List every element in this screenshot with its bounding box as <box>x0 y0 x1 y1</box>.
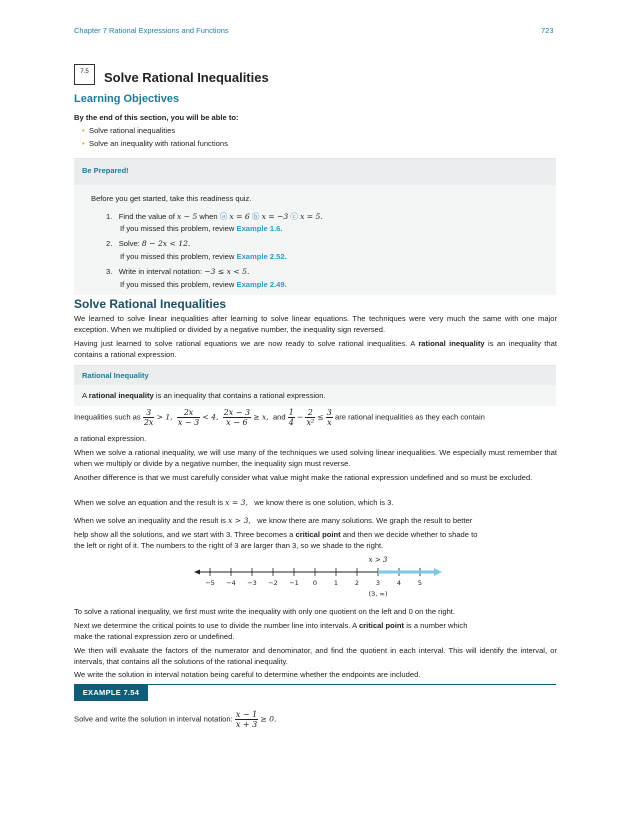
part-b-marker: ⓑ <box>251 212 260 221</box>
tick-label: 2 <box>354 579 360 587</box>
be-prepared-heading: Be Prepared! <box>82 166 129 175</box>
shaded-interval <box>378 571 434 574</box>
example-label: EXAMPLE 7.54 <box>74 685 148 701</box>
tick-label: −3 <box>247 579 257 587</box>
number-line-label: x > 3 <box>368 556 388 564</box>
term: rational inequality <box>88 391 154 400</box>
tick-label: 3 <box>375 579 381 587</box>
tick-label: −4 <box>226 579 236 587</box>
q-part-a: x = 6 <box>229 212 250 221</box>
paragraph-6-line-3: the left or right of it. The numbers to the right of 3 are larger than 3, so we shade to the right. <box>74 541 384 550</box>
text: A <box>82 391 87 400</box>
text: and then we decide whether to shade to <box>342 530 478 539</box>
left-arrow <box>194 570 200 575</box>
text: When we solve an equation and the result is <box>74 498 224 507</box>
fraction <box>288 408 295 427</box>
quiz-question-3 <box>106 267 249 278</box>
section-number: 7.5 <box>80 69 89 75</box>
review-link[interactable]: Example 1.6. <box>236 224 283 233</box>
text: When we solve an inequality and the result is <box>74 516 226 525</box>
q-expr: x − 5 <box>176 212 198 221</box>
denominator: x² <box>306 418 315 427</box>
paragraph-8-line-2: make the rational expression zero or undefined. <box>74 632 235 641</box>
term: critical point <box>295 530 341 539</box>
main-heading: Solve Rational Inequalities <box>74 297 227 311</box>
section-number-badge <box>74 64 95 85</box>
fraction <box>223 408 251 427</box>
tick-label: −2 <box>268 579 278 587</box>
paragraph-7: To solve a rational inequality, we first must write the inequality with only one quotient on the left and 0 on the right. <box>74 607 456 616</box>
quiz-question-2 <box>106 239 190 250</box>
q-text: Find the value of <box>118 212 175 221</box>
fraction <box>326 408 333 427</box>
fraction <box>143 408 155 427</box>
math-expr: x > 3, <box>228 516 251 525</box>
paragraph-1: We learned to solve linear inequalities after learning to solve linear equations. The techniques were very much the same with one major exception. When we multiplied or divided by a negative number, the inequality sign reversed. <box>74 314 557 334</box>
inequality-examples <box>74 408 558 427</box>
denominator: 4 <box>288 418 294 427</box>
q-text: Solve: <box>118 239 140 248</box>
numerator: 3 <box>326 408 332 417</box>
q-number: 2. <box>106 239 113 248</box>
term: rational inequality <box>418 339 485 348</box>
inequality-examples-cont: a rational expression. <box>74 434 147 443</box>
text: is an inequality that contains a rational expression. <box>74 339 557 359</box>
section-title: Solve Rational Inequalities <box>104 70 269 85</box>
numerator: 1 <box>288 408 294 417</box>
tick-label: 5 <box>417 579 423 587</box>
objectives-heading: Learning Objectives <box>74 93 180 105</box>
text: and <box>272 412 286 422</box>
review-text: If you missed this problem, review <box>120 280 235 289</box>
paragraph-9: We then will evaluate the factors of the numerator and denominator, and find the quotient in each interval. This will identify the interval, or intervals, that contains all the solutions of the rational inequality. <box>74 646 557 666</box>
text: we know there are many solutions. We graph the result to better <box>257 516 473 525</box>
definition-text <box>82 391 326 402</box>
text: Having just learned to solve rational equations we are now ready to solve rational inequalities. A <box>74 339 415 348</box>
interval-label: (3, ∞) <box>368 590 388 598</box>
review-link[interactable]: Example 2.49. <box>236 280 287 289</box>
paragraph-4: Another difference is that we must carefully consider what value might make the rational expression undefined and so must be excluded. <box>74 473 533 482</box>
q-text: Write in interval notation: <box>118 267 203 276</box>
denominator: x − 6 <box>226 418 248 427</box>
part-c-marker: ⓒ <box>290 212 298 221</box>
relation: ≥ 0. <box>260 714 277 724</box>
example-statement <box>74 710 276 729</box>
numerator: 2 <box>305 408 315 418</box>
text: is a number which <box>406 621 468 630</box>
page-number: 723 <box>541 26 554 35</box>
number-line <box>190 553 450 601</box>
denominator: 2x <box>143 418 154 427</box>
numerator: 3 <box>143 408 155 418</box>
review-text: If you missed this problem, review <box>120 252 235 261</box>
tick-label: 0 <box>312 579 318 587</box>
paragraph-8 <box>74 621 557 632</box>
paragraph-3: When we solve a rational inequality, we will use many of the techniques we used solving linear inequalities. We especially must remember that when we multiply or divide by a negative number, the inequality sign must reverse. <box>74 448 557 468</box>
text: Next we determine the critical points to use to divide the number line into intervals. A <box>74 621 357 630</box>
q-number: 1. <box>106 212 113 221</box>
running-header: Chapter 7 Rational Expressions and Functions <box>74 26 229 35</box>
relation: < 4, <box>202 412 219 422</box>
q-number: 3. <box>106 267 113 276</box>
denominator: x − 3 <box>177 418 200 427</box>
quiz-review-1 <box>120 224 283 235</box>
text: Inequalities such as <box>74 412 141 422</box>
text: we know there is one solution, which is 3. <box>254 498 394 507</box>
relation: ≤ <box>317 412 324 422</box>
tick-label: −1 <box>289 579 299 587</box>
text: is an inequality that contains a rational expression. <box>155 391 326 400</box>
part-a-marker: ⓐ <box>219 212 228 221</box>
paragraph-6-line-2 <box>74 530 477 541</box>
be-prepared-header <box>74 159 556 185</box>
objectives-intro: By the end of this section, you will be able to: <box>74 113 239 122</box>
tick-label: 4 <box>396 579 402 587</box>
term: critical point <box>358 621 405 630</box>
q-when: when <box>199 212 218 221</box>
review-link[interactable]: Example 2.52. <box>236 252 287 261</box>
q-expr: −3 ≤ x < 5. <box>204 267 250 276</box>
paragraph-2 <box>74 339 557 360</box>
paragraph-5 <box>74 498 394 509</box>
be-prepared-intro: Before you get started, take this readiness quiz. <box>91 194 252 203</box>
tick-label: 1 <box>333 579 339 587</box>
paragraph-6 <box>74 516 557 527</box>
q-part-b: x = −3 <box>261 212 289 221</box>
objective-item: • Solve rational inequalities <box>89 126 175 137</box>
fraction <box>177 408 200 427</box>
text: Solve and write the solution in interval notation: <box>74 714 233 724</box>
relation: > 1, <box>156 412 173 422</box>
text: are rational inequalities as they each contain <box>335 412 485 422</box>
fraction <box>235 710 258 729</box>
tick-label: −5 <box>205 579 215 587</box>
objective-item: • Solve an inequality with rational functions <box>89 139 228 150</box>
review-text: If you missed this problem, review <box>120 224 235 233</box>
q-expr: 8 − 2x < 12. <box>141 239 191 248</box>
numerator: x − 1 <box>235 710 258 719</box>
math-expr: x = 3, <box>225 498 248 507</box>
paragraph-10: We write the solution in interval notation being careful to determine whether the endpoints are included. <box>74 670 421 679</box>
text: help show all the solutions, and we start with 3. Three becomes a <box>74 530 294 539</box>
quiz-review-2 <box>120 252 287 263</box>
denominator: x <box>327 418 332 427</box>
relation: ≥ x, <box>253 412 269 422</box>
shade-arrow <box>434 568 442 576</box>
q-part-c: x = 5. <box>300 212 323 221</box>
definition-heading: Rational Inequality <box>82 371 149 380</box>
quiz-question-1 <box>106 212 323 223</box>
be-prepared-box <box>74 158 556 295</box>
fraction <box>305 408 315 427</box>
operator: − <box>296 412 304 422</box>
denominator: x + 3 <box>235 720 258 729</box>
quiz-review-3 <box>120 280 287 291</box>
numerator: 2x − 3 <box>223 408 251 417</box>
definition-box <box>74 365 556 406</box>
numerator: 2x <box>177 408 200 418</box>
